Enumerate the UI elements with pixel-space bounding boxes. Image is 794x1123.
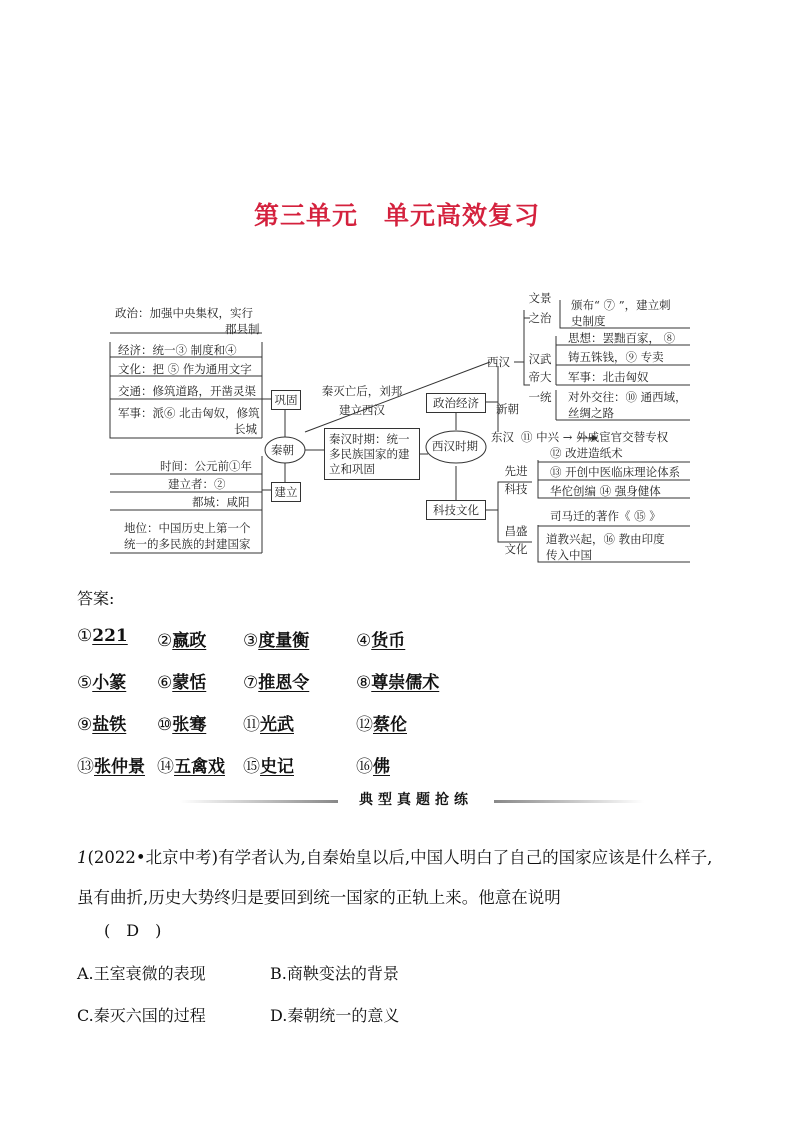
flourish-2: 文化 <box>504 542 528 556</box>
question-stem <box>77 838 722 918</box>
answer-number: ⑬ <box>77 757 94 777</box>
answer-value: 五禽戏 <box>174 757 225 777</box>
qin-economy: 经济：统一③ 制度和④ <box>118 343 237 357</box>
answer-item <box>243 752 294 777</box>
answer-value: 光武 <box>260 715 294 735</box>
han-east: 东汉 <box>491 430 514 444</box>
sci-huatuo: 华佗创编 ⑭ 强身健体 <box>550 484 661 498</box>
answer-value: 度量衡 <box>258 631 310 651</box>
advanced-2: 科技 <box>504 482 528 496</box>
question-text: 有学者认为,自秦始皇以后,中国人明白了自己的国家应该是什么样子,虽有曲折,历史大势终归是要回到统一国家的正轨上来。他意在说明 <box>77 848 713 907</box>
answer-number: ⑩ <box>157 715 173 735</box>
flourish-1: 昌盛 <box>504 524 528 538</box>
answer-number: ⑥ <box>157 673 173 693</box>
qin-founder: 建立者：② <box>168 477 226 491</box>
answer-item <box>356 710 407 735</box>
answer-item <box>243 668 309 693</box>
wudi-foreign-2: 丝绸之路 <box>568 406 614 420</box>
answer-number: ⑯ <box>356 757 373 777</box>
option-b[interactable]: B.商鞅变法的背景 <box>270 964 399 983</box>
answer-item <box>77 710 126 735</box>
option-c[interactable]: C.秦灭六国的过程 <box>77 1006 206 1025</box>
answer-number: ① <box>77 626 93 646</box>
answer-value: 小篆 <box>92 673 127 693</box>
advanced-1: 先进 <box>504 464 528 478</box>
wudi-military: 军事：北击匈奴 <box>568 370 649 384</box>
qin-politics-2: 郡县制 <box>225 322 260 336</box>
culture-religion-1: 道教兴起，⑯ 教由印度 <box>546 532 665 546</box>
answer-number: ⑧ <box>356 673 372 693</box>
qin-consolidate-box: 巩固 <box>271 390 301 410</box>
wudi-3: 一统 <box>528 390 552 404</box>
question-source: (2022•北京中考) <box>87 848 219 867</box>
wenjing-text-2: 史制度 <box>571 314 606 328</box>
wudi-foreign-1: 对外交往：⑩ 通西域， <box>568 390 687 404</box>
question-answer: ( D ) <box>104 921 162 940</box>
page-title: 第三单元 单元高效复习 <box>253 201 541 230</box>
qin-military-2: 长城 <box>234 422 257 436</box>
qin-transport: 交通：修筑道路，开凿灵渠 <box>118 384 256 398</box>
wudi-economy: 铸五铢钱，⑨ 专卖 <box>568 350 664 364</box>
answer-item <box>77 626 128 646</box>
answer-number: ⑭ <box>157 757 174 777</box>
answer-number: ⑦ <box>243 673 259 693</box>
answer-value: 佛 <box>373 757 390 777</box>
wenjing-1: 文景 <box>528 291 552 305</box>
culture-religion-2: 传入中国 <box>546 548 592 562</box>
answer-number: ⑪ <box>243 715 260 735</box>
answer-value: 嬴政 <box>172 631 207 651</box>
answer-value: 张骞 <box>172 715 207 735</box>
answer-value: 蔡伦 <box>373 715 407 735</box>
center-topic-box: 秦汉时期：统一多民族国家的建立和巩固 <box>324 428 420 480</box>
answer-value: 推恩令 <box>258 673 310 693</box>
han-east-text: ⑪ 中兴 → 外戚宦官交替专权 <box>521 430 669 444</box>
answer-value: 史记 <box>260 757 294 777</box>
han-xin: 新朝 <box>496 402 519 416</box>
sci-paper: ⑫ 改进造纸术 <box>550 446 623 460</box>
han-sci-culture-box: 科技文化 <box>426 500 486 520</box>
answer-number: ④ <box>356 631 372 651</box>
answer-value: 蒙恬 <box>172 673 207 693</box>
han-node: 西汉时期 <box>432 439 478 453</box>
answer-item <box>243 626 309 651</box>
section-banner: 典型真题抢练 <box>359 792 473 808</box>
answer-value: 221 <box>92 626 128 646</box>
answers-label: 答案: <box>77 589 115 608</box>
answer-item <box>356 626 405 651</box>
answer-value: 货币 <box>371 631 406 651</box>
wenjing-text-1: 颁布“ ⑦ ”，建立刺 <box>571 298 671 312</box>
qin-time: 时间：公元前①年 <box>160 459 252 473</box>
wenjing-2: 之治 <box>528 311 552 325</box>
transition-1: 秦灭亡后，刘邦 <box>321 384 403 398</box>
answer-item <box>77 668 126 693</box>
answer-item <box>157 626 206 651</box>
answer-number: ⑤ <box>77 673 93 693</box>
answer-number: ⑨ <box>77 715 93 735</box>
answer-item <box>157 668 206 693</box>
banner-line-right <box>494 800 644 803</box>
sci-medicine: ⑬ 开创中医临床理论体系 <box>550 465 681 479</box>
answer-number: ③ <box>243 631 259 651</box>
qin-status-1: 地位：中国历史上第一个 <box>124 521 251 535</box>
qin-establish-box: 建立 <box>271 482 301 502</box>
answer-item <box>356 668 439 693</box>
qin-military-1: 军事：派⑥ 北击匈奴，修筑 <box>118 406 260 420</box>
wudi-thought: 思想：罢黜百家， ⑧ <box>568 331 676 345</box>
answer-item <box>243 710 294 735</box>
question-number: 1 <box>77 848 88 867</box>
answer-value: 盐铁 <box>92 715 127 735</box>
answer-value: 尊崇儒术 <box>371 673 440 693</box>
banner-line-left <box>180 800 338 803</box>
answer-item <box>157 752 225 777</box>
qin-culture: 文化：把 ⑤ 作为通用文字 <box>118 362 252 376</box>
answer-number: ⑮ <box>243 757 260 777</box>
culture-simaqian: 司马迁的著作《 ⑮ 》 <box>550 509 661 523</box>
qin-status-2: 统一的多民族的封建国家 <box>124 537 251 551</box>
wudi-2: 帝大 <box>528 370 552 384</box>
answer-item <box>77 752 145 777</box>
option-a[interactable]: A.王室衰微的表现 <box>77 964 206 983</box>
answer-value: 张仲景 <box>94 757 145 777</box>
qin-node: 秦朝 <box>271 443 294 457</box>
answer-item <box>157 710 206 735</box>
option-d[interactable]: D.秦朝统一的意义 <box>270 1006 400 1025</box>
answer-number: ② <box>157 631 173 651</box>
transition-2: 建立西汉 <box>339 403 385 417</box>
answer-item <box>356 752 390 777</box>
han-west: 西汉 <box>487 355 510 369</box>
han-politics-economy-box: 政治经济 <box>426 393 486 413</box>
wudi-1: 汉武 <box>528 352 552 366</box>
qin-politics-1: 政治：加强中央集权，实行 <box>115 306 253 320</box>
qin-capital: 都城：咸阳 <box>192 495 250 509</box>
answer-number: ⑫ <box>356 715 373 735</box>
